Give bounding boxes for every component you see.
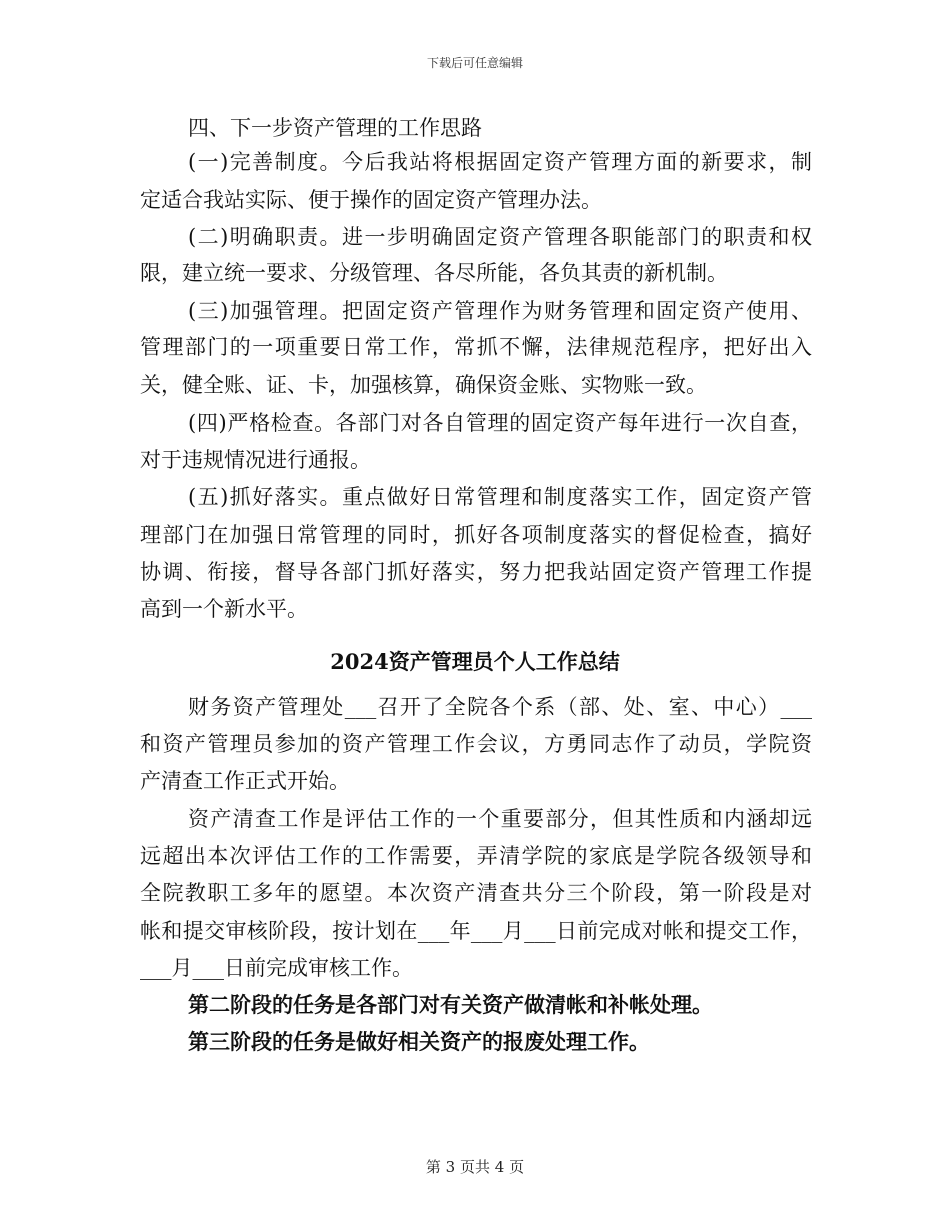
text-line: 财务资产管理处___召开了全院各个系（部、处、室、中心）___: [188, 695, 812, 719]
text-line: 帐和提交审核阶段，按计划在___年___月___日前完成对帐和提交工作，: [140, 919, 812, 943]
text-line: (四)严格检查。各部门对各自管理的固定资产每年进行一次自查，: [188, 411, 812, 435]
text-line: (二)明确职责。进一步明确固定资产管理各职能部门的职责和权: [188, 225, 812, 249]
text-line: 高到一个新水平。: [140, 597, 308, 621]
text-line: 限，建立统一要求、分级管理、各尽所能，各负其责的新机制。: [140, 261, 728, 285]
page-footer: 第 3 页共 4 页: [425, 1158, 525, 1176]
text-line: 理部门在加强日常管理的同时，抓好各项制度落实的督促检查，搞好: [140, 523, 812, 547]
text-line: (一)完善制度。今后我站将根据固定资产管理方面的新要求，制: [188, 150, 812, 174]
document-title: 2024资产管理员个人工作总结: [330, 649, 620, 674]
text-line: 和资产管理员参加的资产管理工作会议，方勇同志作了动员，学院资: [140, 732, 812, 756]
text-line: 管理部门的一项重要日常工作，常抓不懈，法律规范程序，把好出入: [140, 335, 812, 359]
text-line: 产清查工作正式开始。: [140, 769, 350, 793]
page-header: 下载后可任意编辑: [426, 56, 523, 70]
text-line: 对于违规情况进行通报。: [140, 448, 371, 472]
text-line: 远超出本次评估工作的工作需要，弄清学院的家底是学院各级领导和: [140, 844, 812, 868]
text-line: (五)抓好落实。重点做好日常管理和制度落实工作，固定资产管: [188, 485, 812, 509]
text-line: 四、下一步资产管理的工作思路: [188, 116, 482, 140]
bold-line: 第三阶段的任务是做好相关资产的报废处理工作。: [188, 1029, 650, 1054]
text-line: 协调、衔接，督导各部门抓好落实，努力把我站固定资产管理工作提: [140, 560, 812, 584]
text-line: 定适合我站实际、便于操作的固定资产管理办法。: [140, 188, 602, 212]
text-line: (三)加强管理。把固定资产管理作为财务管理和固定资产使用、: [188, 299, 812, 323]
text-line: ___月___日前完成审核工作。: [140, 956, 413, 980]
text-line: 资产清查工作是评估工作的一个重要部分，但其性质和内涵却远: [188, 807, 812, 831]
text-line: 全院教职工多年的愿望。本次资产清查共分三个阶段，第一阶段是对: [140, 881, 812, 905]
text-line: 关，健全账、证、卡，加强核算，确保资金账、实物账一致。: [140, 373, 707, 397]
bold-line: 第二阶段的任务是各部门对有关资产做清帐和补帐处理。: [188, 992, 713, 1017]
